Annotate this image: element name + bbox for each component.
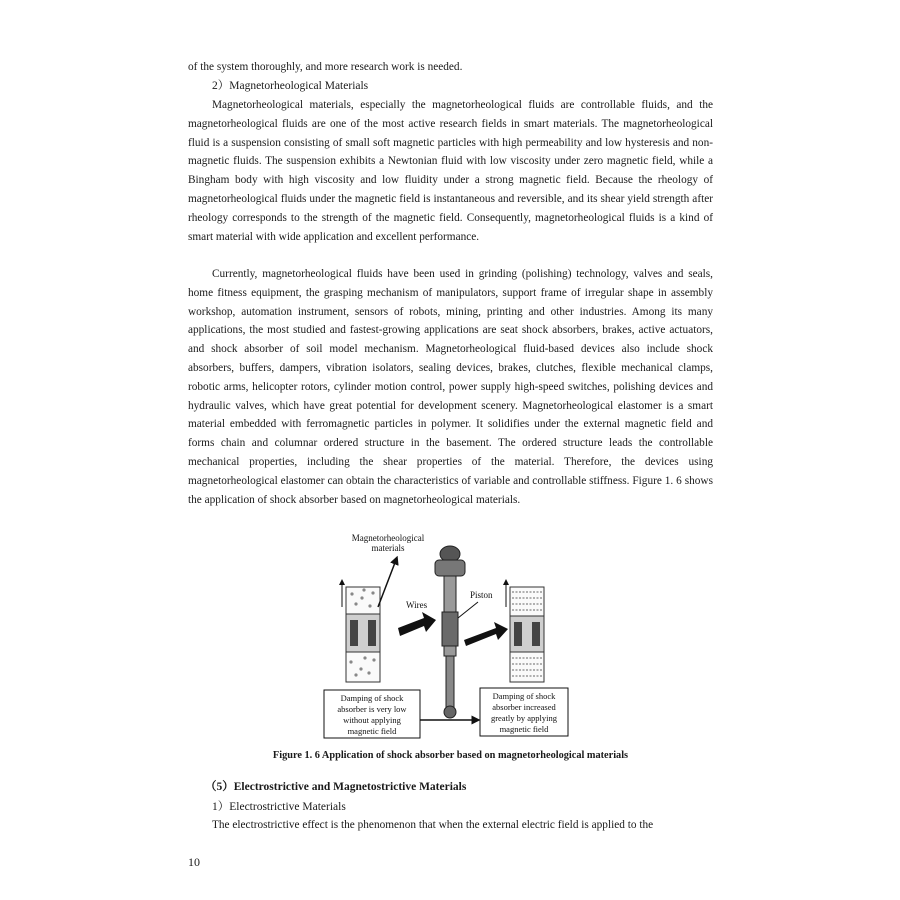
paragraph-mr-fluids: Magnetorheological materials, especially the magnetorheological fluids are controllable fluids, and the magnetorheological fluids are one of the most active research fields in smart materials. The magnetorheological fluid is a suspension consisting of small soft magnetic particles with high permeability and low hysteresis and non-magnetic fluids. The suspension exhibits a Newtonian fluid with low viscosity under zero magnetic field, while a Bingham body with high viscosity and low fluidity under a strong magnetic field. Because the rheology of magnetorheological fluids under the magnetic field is instantaneous and reversible, and its shear yield strength after rheology corresponds to the strength of the magnetic field. Consequently, magnetorheological fluids is a kind of smart material with wide application and excellent performance. xyxy=(188,99,713,243)
left-cylinder-diagram xyxy=(342,582,380,682)
svg-text:absorber is very low: absorber is very low xyxy=(337,704,407,714)
svg-text:magnetic field: magnetic field xyxy=(347,726,397,736)
subsection-heading-electrostrictive: 1）Electrostrictive Materials xyxy=(212,801,346,813)
svg-text:Damping of shock: Damping of shock xyxy=(492,691,556,701)
svg-text:greatly by applying: greatly by applying xyxy=(490,713,558,723)
box-low-damping xyxy=(324,690,420,738)
section-heading-magnetorheological: 2）Magnetorheological Materials xyxy=(212,80,369,92)
svg-text:Damping of shock: Damping of shock xyxy=(340,693,404,703)
label-mr-materials: Magnetorheological xyxy=(351,533,425,543)
shock-absorber-illustration xyxy=(435,546,465,718)
box-high-damping xyxy=(480,688,568,736)
label-wires: Wires xyxy=(406,600,428,610)
intro-line: of the system thoroughly, and more research work is needed. xyxy=(188,61,463,73)
label-mr-materials-line2: materials xyxy=(371,543,405,553)
figure-caption: Figure 1. 6 Application of shock absorber based on magnetorheological materials xyxy=(272,750,629,761)
svg-text:without applying: without applying xyxy=(343,715,401,725)
label-piston: Piston xyxy=(470,590,493,600)
section-heading-electrostrictive-magnetostrictive: （5）Electrostrictive and Magnetostrictive Materials xyxy=(205,781,467,793)
svg-text:magnetic field: magnetic field xyxy=(499,724,549,734)
paragraph-mr-applications: Currently, magnetorheological fluids have been used in grinding (polishing) technology, valves and seals, home fitness equipment, the grasping mechanism of manipulators, support frame of irregular shape in assembly workshop, automation instrument, sensors of robots, mining, printing and other industries. Among its many applications, the most studied and fastest-growing applications are seat shock absorbers, brakes, active actuators, and shock absorber of soil model mechanism. Magnetorheological fluid-based devices also include shock absorbers, buffers, dampers, vibration isolators, sealing devices, brakes, clutches, flexible mechanical clamps, robotic arms, helicopter rotors, cylinder motion control, power supply high-speed switches, polishing devices and hydraulic valves, which have great potential for development scenery. Magnetorheological elastomer is a smart material embedded with ferromagnetic particles in polymer. It solidifies under the external magnetic field and forms chain and columnar ordered structure in the basement. The ordered structure leads the controllable mechanical properties, including the shear properties of the material. Therefore, the devices using magnetorheological elastomer can obtain the characteristics of variable and controllable stiffness. Figure 1. 6 shows the application of shock absorber based on magnetorheological materials. xyxy=(188,268,713,506)
paragraph-electrostrictive: The electrostrictive effect is the phenomenon that when the external electric field is applied to the xyxy=(212,819,654,831)
figure-shock-absorber xyxy=(318,532,582,742)
page-number: 10 xyxy=(188,855,200,869)
right-cylinder-diagram xyxy=(506,582,544,682)
svg-text:absorber increased: absorber increased xyxy=(492,702,556,712)
